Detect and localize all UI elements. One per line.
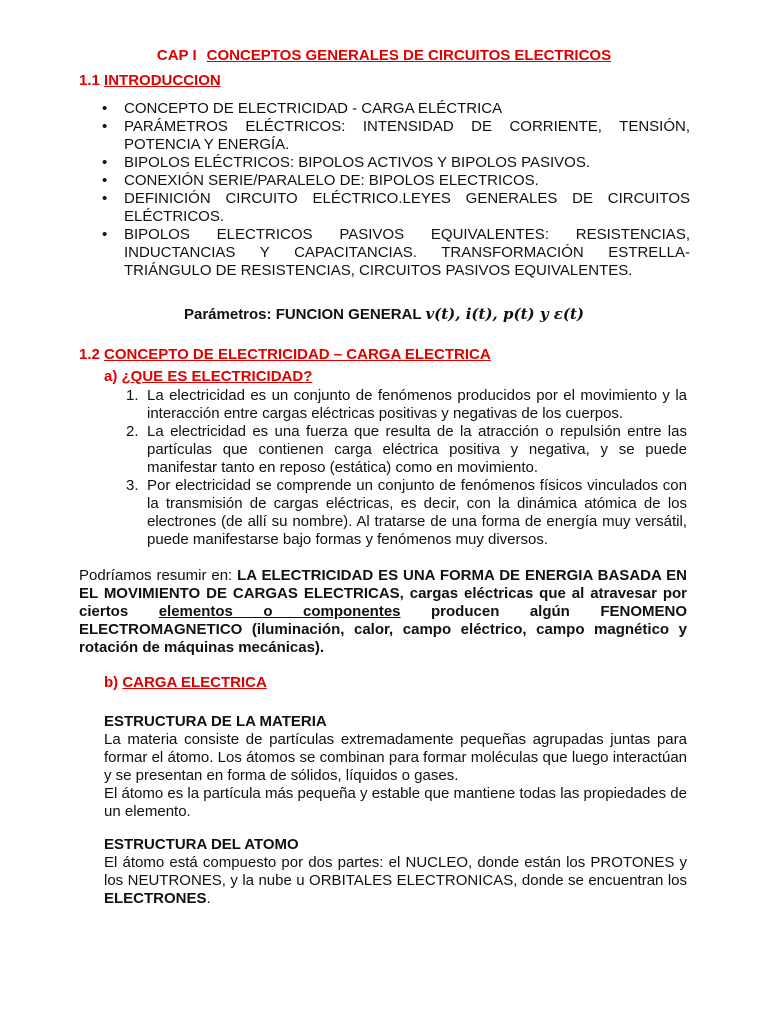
section-number: 1.2 xyxy=(79,346,100,363)
materia-heading: ESTRUCTURA DE LA MATERIA xyxy=(104,713,327,730)
parametros-formula: v(t), i(t), p(t) y ε(t) xyxy=(425,305,584,323)
intro-bullet-list xyxy=(100,100,690,280)
summary-bold-1: LA ELECTRICIDAD ES UNA FORMA DE ENERGIA BASADA EN EL MOVIMIENTO DE CARGAS ELECTRICAS, cargas eléctricas que al atravesar por ciertos xyxy=(79,567,688,620)
definition-item: 2. La electricidad es una fuerza que resulta de la atracción o repulsión entre las partículas que contienen carga eléctrica positiva y negativa, y se puede manifestar tanto en reposo (estática) como en movimiento. xyxy=(126,423,687,476)
materia-paragraph-2: El átomo es la partícula más pequeña y estable que mantiene todas las propiedades de un elemento. xyxy=(104,785,687,820)
bullet-item: • BIPOLOS ELÉCTRICOS: BIPOLOS ACTIVOS Y BIPOLOS PASIVOS. xyxy=(100,154,690,172)
bullet-item: • PARÁMETROS ELÉCTRICOS: INTENSIDAD DE CORRIENTE, TENSIÓN, POTENCIA Y ENERGÍA. xyxy=(100,118,690,154)
atomo-paragraph: El átomo está compuesto por dos partes: el NUCLEO, donde están los PROTONES y los NEUTRONES, y la nube u ORBITALES ELECTRONICAS, donde se encuentran los ELECTRONES. xyxy=(104,854,687,907)
atomo-section xyxy=(104,836,687,908)
materia-paragraph-1: La materia consiste de partículas extremadamente pequeñas agrupadas juntas para formar el átomo. Los átomos se combinan para formar moléculas que luego interactúan y se presentan en forma de sólidos, líquidos o gases. xyxy=(104,731,687,784)
subsection-heading-a xyxy=(104,368,312,386)
section-number: 1.1 xyxy=(79,72,100,89)
materia-section xyxy=(104,713,687,821)
subsection-title: CARGA ELECTRICA xyxy=(122,674,267,691)
summary-bold-2: producen algún FENOMENO ELECTROMAGNETICO (iluminación, calor, campo eléctrico, campo magnético y rotación de máquinas mecánicas). xyxy=(79,603,687,656)
section-heading-1-1 xyxy=(79,72,221,90)
section-title: CONCEPTO DE ELECTRICIDAD – CARGA ELECTRICA xyxy=(104,346,491,363)
electrones-bold: ELECTRONES xyxy=(104,890,207,907)
subsection-title: ¿QUE ES ELECTRICIDAD? xyxy=(121,368,313,385)
subsection-heading-b xyxy=(104,674,267,692)
definition-item: 1. La electricidad es un conjunto de fenómenos producidos por el movimiento y la interacción entre cargas eléctricas positivas y negativas de los cuerpos. xyxy=(126,387,687,422)
chapter-title-text: CONCEPTOS GENERALES DE CIRCUITOS ELECTRICOS xyxy=(206,47,612,64)
subsection-letter: b) xyxy=(104,674,119,691)
bullet-item: • CONCEPTO DE ELECTRICIDAD - CARGA ELÉCTRICA xyxy=(100,100,690,118)
summary-underlined: elementos o componentes xyxy=(158,603,401,620)
definition-item: 3. Por electricidad se comprende un conjunto de fenómenos físicos vinculados con la transmisión de cargas eléctricas, es decir, con la dinámica atómica de los electrones (de allí su nombre). Al tratarse de una forma de energía muy versátil, puede manifestarse bajo formas y fenómenos muy diversos. xyxy=(126,477,687,548)
definitions-list xyxy=(126,387,687,549)
atomo-heading: ESTRUCTURA DEL ATOMO xyxy=(104,836,299,853)
chapter-title xyxy=(0,47,768,65)
subsection-letter: a) xyxy=(104,368,118,385)
bullet-item: • DEFINICIÓN CIRCUITO ELÉCTRICO.LEYES GENERALES DE CIRCUITOS ELÉCTRICOS. xyxy=(100,190,690,226)
summary-paragraph xyxy=(79,567,687,657)
bullet-item: • CONEXIÓN SERIE/PARALELO DE: BIPOLOS ELECTRICOS. xyxy=(100,172,690,190)
parametros-label: Parámetros: FUNCION GENERAL xyxy=(183,306,422,323)
section-heading-1-2 xyxy=(79,346,491,364)
chapter-prefix: CAP I xyxy=(156,47,197,64)
section-title: INTRODUCCION xyxy=(104,72,221,89)
bullet-item: • BIPOLOS ELECTRICOS PASIVOS EQUIVALENTES: RESISTENCIAS, INDUCTANCIAS Y CAPACITANCIAS. TRANSFORMACIÓN ESTRELLA-TRIÁNGULO DE RESISTENCIAS, CIRCUITOS PASIVOS EQUIVALENTES. xyxy=(100,226,690,280)
parametros-line xyxy=(0,305,768,324)
summary-lead: Podríamos resumir en: xyxy=(79,567,238,584)
